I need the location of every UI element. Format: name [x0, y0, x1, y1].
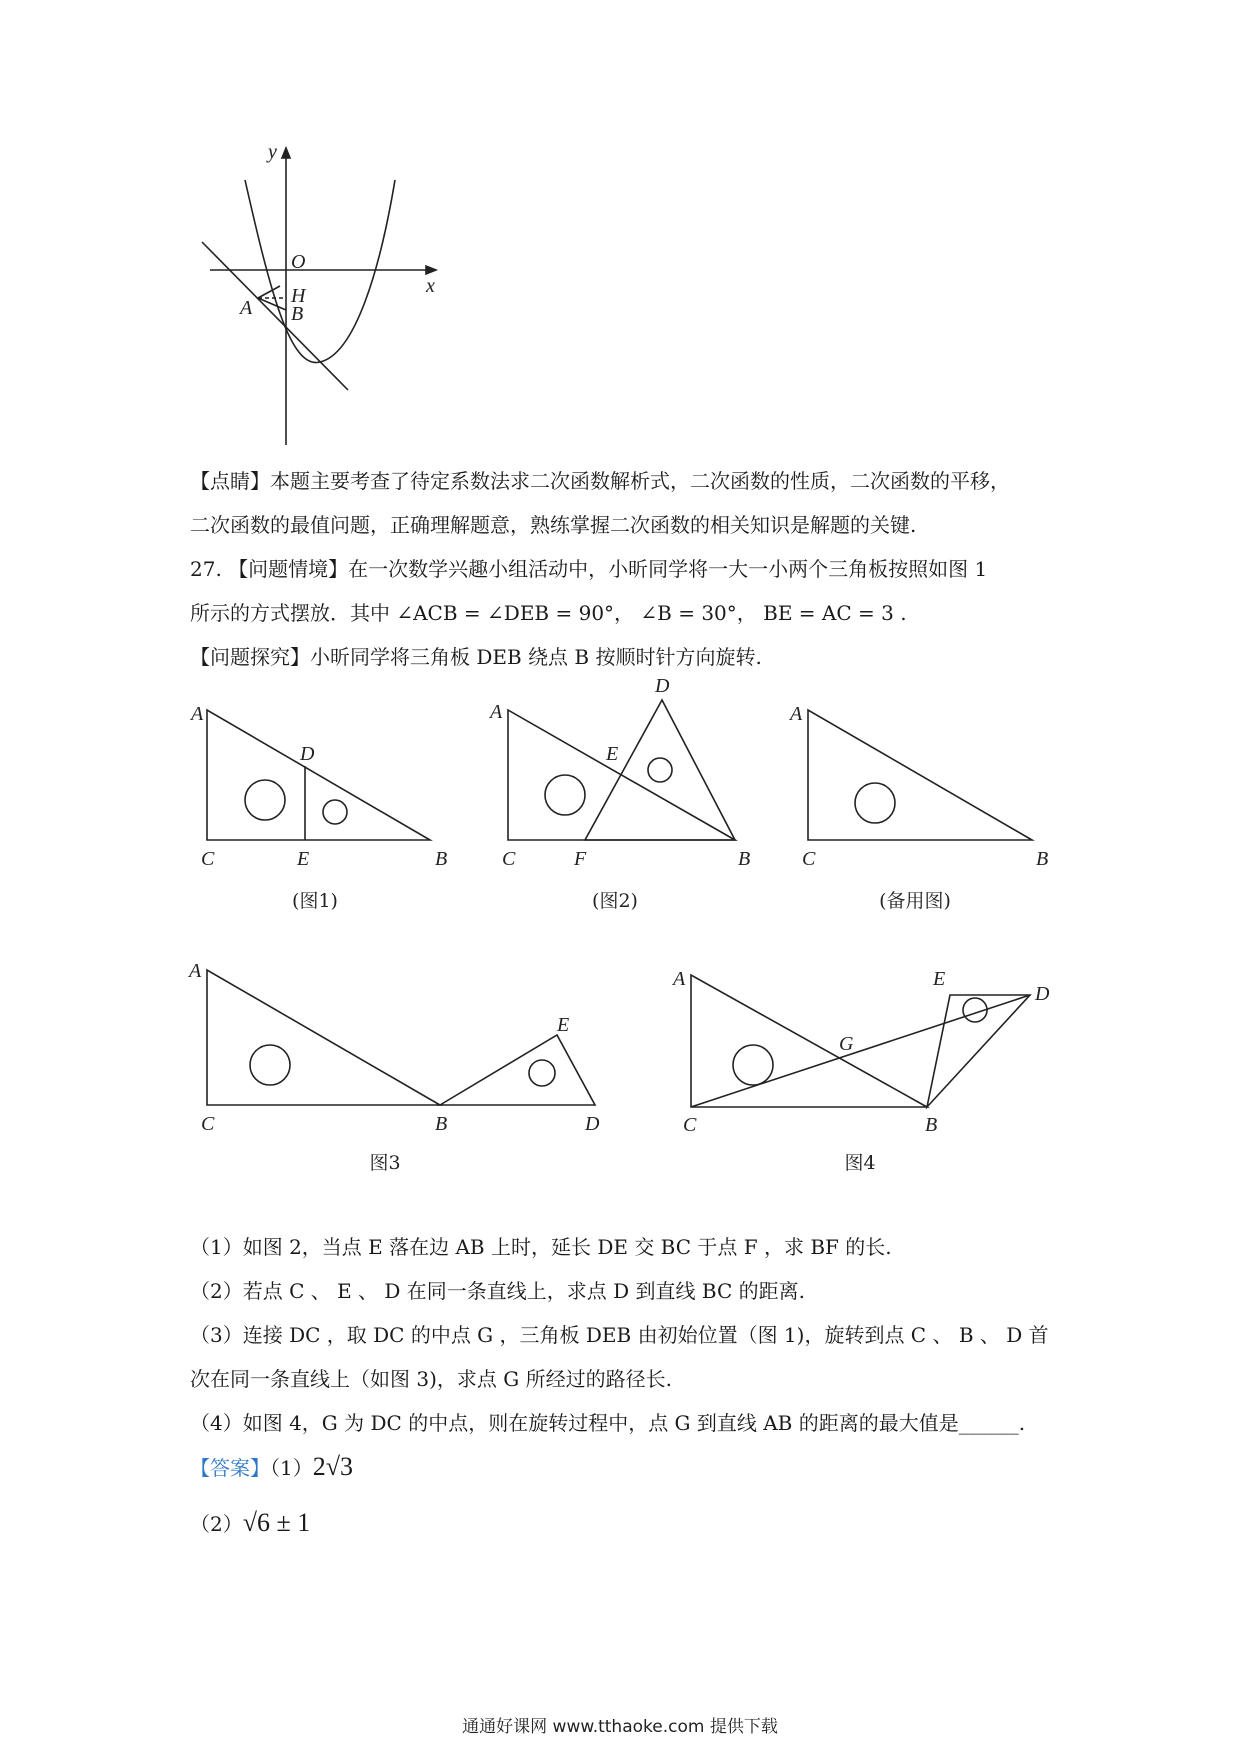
- label-B: B: [291, 303, 304, 325]
- problem-line-3: 【问题探究】小昕同学将三角板 DEB 绕点 B 按顺时针方向旋转.: [190, 645, 762, 669]
- label-B: B: [435, 848, 448, 870]
- caption-fig3: 图3: [369, 1152, 401, 1174]
- answer-2-value: √6 ± 1: [242, 1508, 311, 1537]
- figure-3: [185, 955, 615, 1135]
- label-F: F: [574, 848, 587, 870]
- figure-4: [665, 955, 1085, 1135]
- caption-fig4: 图4: [844, 1152, 876, 1174]
- answer-1-value: 2√3: [312, 1452, 354, 1481]
- figure-spare: [790, 700, 1070, 870]
- label-E: E: [557, 1014, 570, 1036]
- caption-fig1: (图1): [292, 890, 338, 912]
- label-x: x: [426, 275, 435, 297]
- big-hole: [733, 1045, 773, 1085]
- question-1: （1）如图 2，当点 E 落在边 AB 上时，延长 DE 交 BC 于点 F ，求 BF 的长.: [190, 1235, 892, 1259]
- figure-2: [490, 675, 770, 870]
- triangle-ACB: [808, 710, 1032, 840]
- parabola-figure: [190, 141, 490, 450]
- label-H: H: [291, 285, 306, 307]
- answer-1: [190, 1452, 353, 1483]
- big-hole: [545, 775, 585, 815]
- caption-fig2: (图2): [592, 890, 638, 912]
- label-B: B: [925, 1114, 938, 1136]
- label-D: D: [585, 1113, 600, 1135]
- triangle-DFB: [585, 700, 735, 840]
- question-2: （2）若点 C 、 E 、 D 在同一条直线上，求点 D 到直线 BC 的距离.: [190, 1279, 805, 1303]
- question-3a: （3）连接 DC ，取 DC 的中点 G ，三角板 DEB 由初始位置（图 1)，旋转到点 C 、 B 、 D 首: [190, 1323, 1049, 1347]
- label-D: D: [300, 743, 315, 765]
- label-A: A: [490, 701, 503, 723]
- label-C: C: [201, 848, 215, 870]
- problem-line-1: 27. 【问题情境】在一次数学兴趣小组活动中，小昕同学将一大一小两个三角板按照如图 1: [190, 557, 988, 581]
- label-D: D: [655, 675, 670, 697]
- label-C: C: [683, 1114, 697, 1136]
- question-4: （4）如图 4，G 为 DC 的中点，则在旋转过程中，点 G 到直线 AB 的距离的最大值是______.: [190, 1411, 1026, 1435]
- label-y: y: [268, 141, 277, 163]
- label-A: A: [189, 960, 202, 982]
- triangle-ACB: [207, 970, 440, 1105]
- answer-tag: 【答案】: [190, 1456, 270, 1480]
- label-B: B: [435, 1113, 448, 1135]
- triangle-ACB: [207, 710, 430, 840]
- label-G: G: [839, 1033, 854, 1055]
- big-hole: [245, 780, 285, 820]
- label-E: E: [606, 743, 619, 765]
- answer-2: [190, 1508, 310, 1539]
- small-hole: [648, 758, 672, 782]
- footer: 通通好课网 www.tthaoke.com 提供下载: [462, 1717, 778, 1737]
- answer-2-label: （2）: [190, 1512, 243, 1536]
- dianjing-line-1: 【点睛】本题主要考查了待定系数法求二次函数解析式，二次函数的性质，二次函数的平移，: [190, 469, 1010, 493]
- triangle-BED: [440, 1035, 595, 1105]
- label-C: C: [201, 1113, 215, 1135]
- label-A: A: [191, 703, 204, 725]
- x-axis-arrow: [426, 266, 436, 274]
- parabola-curve: [245, 180, 395, 363]
- label-E: E: [297, 848, 310, 870]
- question-3b: 次在同一条直线上（如图 3)，求点 G 所经过的路径长.: [190, 1367, 672, 1391]
- big-hole: [250, 1045, 290, 1085]
- label-C: C: [502, 848, 516, 870]
- label-C: C: [802, 848, 816, 870]
- big-hole: [855, 783, 895, 823]
- label-A: A: [790, 703, 803, 725]
- small-hole: [323, 800, 347, 824]
- segment-A-curve: [258, 286, 280, 298]
- label-A: A: [240, 297, 253, 319]
- label-D: D: [1035, 983, 1050, 1005]
- small-hole: [529, 1060, 555, 1086]
- caption-spare: (备用图): [879, 890, 951, 912]
- answer-1-label: （1）: [270, 1456, 313, 1480]
- dianjing-line-2: 二次函数的最值问题，正确理解题意，熟练掌握二次函数的相关知识是解题的关键.: [190, 513, 917, 537]
- problem-line-2: 所示的方式摆放．其中 ∠ACB = ∠DEB = 90°， ∠B = 30°， BE = AC = 3 .: [190, 601, 907, 625]
- label-B: B: [738, 848, 751, 870]
- label-E: E: [933, 968, 946, 990]
- y-axis-arrow: [282, 148, 290, 158]
- figure-1: [185, 700, 465, 870]
- tangent-line: [202, 242, 348, 390]
- label-B: B: [1036, 848, 1049, 870]
- label-O: O: [291, 251, 306, 273]
- label-A: A: [673, 968, 686, 990]
